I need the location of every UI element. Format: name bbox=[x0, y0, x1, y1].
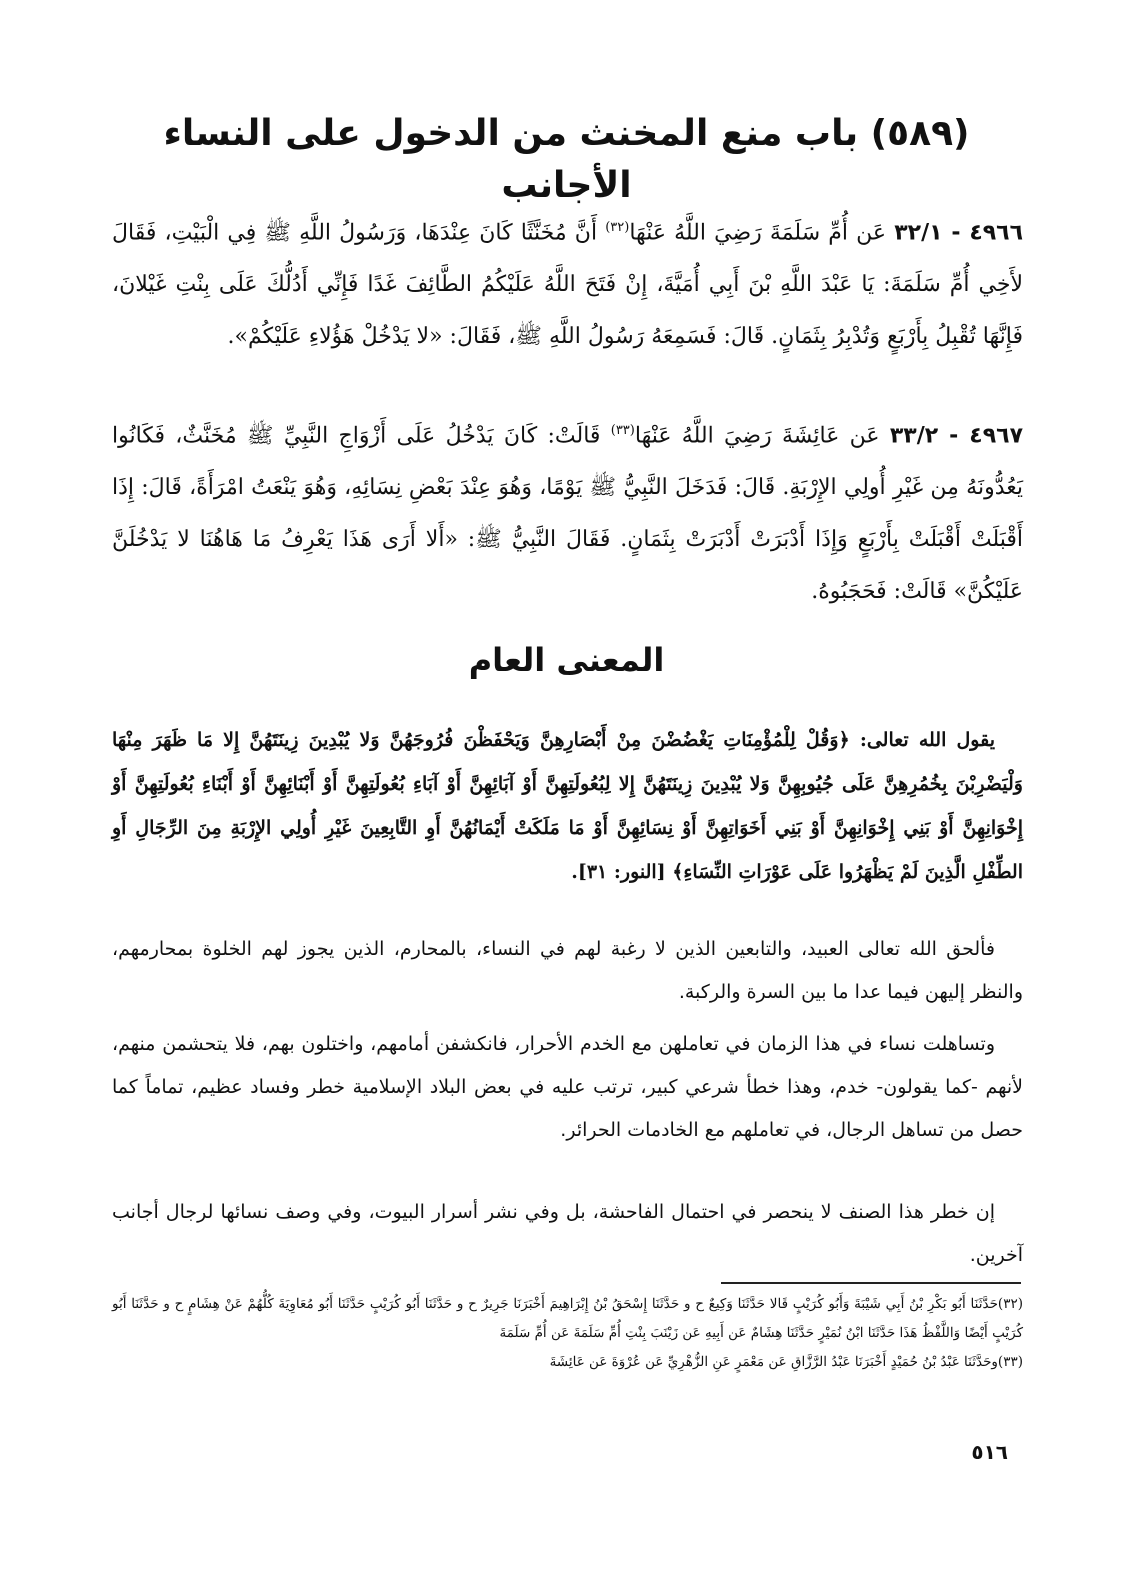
quran-paragraph: يقول الله تعالى: ﴿وَقُلْ لِلْمُؤْمِنَاتِ يَغْضُضْنَ مِنْ أَبْصَارِهِنَّ وَيَحْفَظْنَ فُرُوجَهُنَّ وَلا يُبْدِينَ زِينَتَهُنَّ إِلا مَا ظَهَرَ مِنْهَا وَلْيَضْرِبْنَ بِخُمُرِهِنَّ عَلَى جُيُوبِهِنَّ وَلا يُبْدِينَ زِينَتَهُنَّ إِلا لِبُعُولَتِهِنَّ أَوْ آبَائِهِنَّ أَوْ آبَاءِ بُعُولَتِهِنَّ أَوْ أَبْنَائِهِنَّ أَوْ أَبْنَاءِ بُعُولَتِهِنَّ أَوْ إِخْوَانِهِنَّ أَوْ بَنِي إِخْوَانِهِنَّ أَوْ بَنِي أَخَوَاتِهِنَّ أَوْ نِسَائِهِنَّ أَوْ مَا مَلَكَتْ أَيْمَانُهُنَّ أَوِ التَّابِعِينَ غَيْرِ أُولِي الإِرْبَةِ مِنَ الرِّجَالِ أَوِ الطِّفْلِ الَّذِينَ لَمْ يَظْهَرُوا عَلَى عَوْرَاتِ النِّسَاءِ﴾ [النور: ٣١]. bbox=[112, 729, 1023, 883]
hadith-number: ٤٩٦٧ - ٣٣/٢ bbox=[889, 423, 1023, 449]
footnotes bbox=[112, 1290, 1023, 1377]
hadith-text: عَن عَائِشَةَ رَضِيَ اللَّهُ عَنْهَا bbox=[634, 423, 880, 449]
section-heading: المعنى العام bbox=[468, 641, 665, 679]
body-paragraph: فألحق الله تعالى العبيد، والتابعين الذين لا رغبة لهم في النساء، بالمحارم، الذين يجوز لهم الخلوة بمحارمهم، والنظر إليهن فيما عدا ما بين السرة والركبة. bbox=[112, 938, 1023, 1003]
footnote-32: (٣٢)حَدَّثَنَا أَبُو بَكْرِ بْنُ أَبِي شَيْبَةَ وَأَبُو كُرَيْبٍ قَالا حَدَّثَنَا وَكِيعٌ ح و حَدَّثَنَا إِسْحَقُ بْنُ إِبْرَاهِيمَ أَخْبَرَنَا جَرِيرٌ ح و حَدَّثَنَا أَبُو كُرَيْبٍ حَدَّثَنَا أَبُو مُعَاوِيَةَ كُلُّهُمْ عَنْ هِشَامٍ ح و حَدَّثَنَا أَبُو كُرَيْبٍ أَيْضًا وَاللَّفْظُ هَذَا حَدَّثَنَا ابْنُ نُمَيْرٍ حَدَّثَنَا هِشَامٌ عَن أَبِيهِ عَن زَيْنَبَ بِنْتِ أُمِّ سَلَمَةَ عَن أُمِّ سَلَمَةَ bbox=[112, 1296, 1023, 1341]
footnote-divider bbox=[721, 1282, 1021, 1284]
page-number: ٥١٦ bbox=[971, 1440, 1008, 1464]
footnote-marker: (٣٣) bbox=[610, 423, 635, 438]
footnote-marker: (٣٢) bbox=[605, 220, 630, 235]
hadith-text-continued: قَالَتْ: كَانَ يَدْخُلُ عَلَى أَزْوَاجِ النَّبِيِّ ﷺ مُخَنَّثٌ، فَكَانُوا يَعُدُّونَهُ مِن غَيْرِ أُولِي الإِرْبَةِ. قَالَ: فَدَخَلَ النَّبِيُّ ﷺ يَوْمًا، وَهُوَ عِنْدَ بَعْضِ نِسَائِهِ، وَهُوَ يَنْعَتُ امْرَأَةً، قَالَ: إِذَا أَقْبَلَتْ أَقْبَلَتْ بِأَرْبَعٍ وَإِذَا أَدْبَرَتْ أَدْبَرَتْ بِثَمَانٍ. فَقَالَ النَّبِيُّ ﷺ: «أَلا أَرَى هَذَا يَعْرِفُ مَا هَاهُنَا لا يَدْخُلَنَّ عَلَيْكُنَّ» قَالَتْ: فَحَجَبُوهُ. bbox=[112, 423, 1023, 605]
chapter-title: (٥٨٩) باب منع المخنث من الدخول على النساء الأجانب bbox=[163, 113, 970, 206]
footnote-33: (٣٣)وحَدَّثَنَا عَبْدُ بْنُ حُمَيْدٍ أَخْبَرَنَا عَبْدُ الرَّزَّاقِ عَن مَعْمَرٍ عَنِ الزُّهْرِيِّ عَن عُرْوَةَ عَن عَائِشَةَ bbox=[549, 1354, 1023, 1370]
body-paragraph: إن خطر هذا الصنف لا ينحصر في احتمال الفاحشة، بل وفي نشر أسرار البيوت، وفي وصف نسائها لرجال أجانب آخرين. bbox=[112, 1201, 1023, 1266]
hadith-4967 bbox=[112, 405, 1023, 618]
body-paragraph: وتساهلت نساء في هذا الزمان في تعاملهن مع الخدم الأحرار، فانكشفن أمامهم، واختلون بهم، فلا يتحشمن منهم، لأنهم -كما يقولون- خدم، وهذا خطأ شرعي كبير، ترتب عليه في بعض البلاد الإسلامية خطر وفساد عظيم، تماماً كما حصل من تساهل الرجال، في تعاملهم مع الخادمات الحرائر. bbox=[112, 1033, 1023, 1141]
hadith-number: ٤٩٦٦ - ٣٢/١ bbox=[894, 220, 1024, 246]
hadith-text: عَن أُمِّ سَلَمَةَ رَضِيَ اللَّهُ عَنْهَا bbox=[629, 220, 887, 246]
hadith-4966 bbox=[112, 202, 1023, 363]
hadith-text-continued: أَنَّ مُخَنَّثًا كَانَ عِنْدَهَا، وَرَسُولُ اللَّهِ ﷺ فِي الْبَيْتِ، فَقَالَ لأَخِي أُمِّ سَلَمَةَ: يَا عَبْدَ اللَّهِ بْنَ أَبِي أُمَيَّةَ، إِنْ فَتَحَ اللَّهُ عَلَيْكُمُ الطَّائِفَ غَدًا فَإِنِّي أَدُلُّكَ عَلَى بِنْتِ غَيْلانَ، فَإِنَّهَا تُقْبِلُ بِأَرْبَعٍ وَتُدْبِرُ بِثَمَانٍ. قَالَ: فَسَمِعَهُ رَسُولُ اللَّهِ ﷺ، فَقَالَ: «لا يَدْخُلْ هَؤُلاءِ عَلَيْكُمْ». bbox=[112, 220, 1023, 350]
